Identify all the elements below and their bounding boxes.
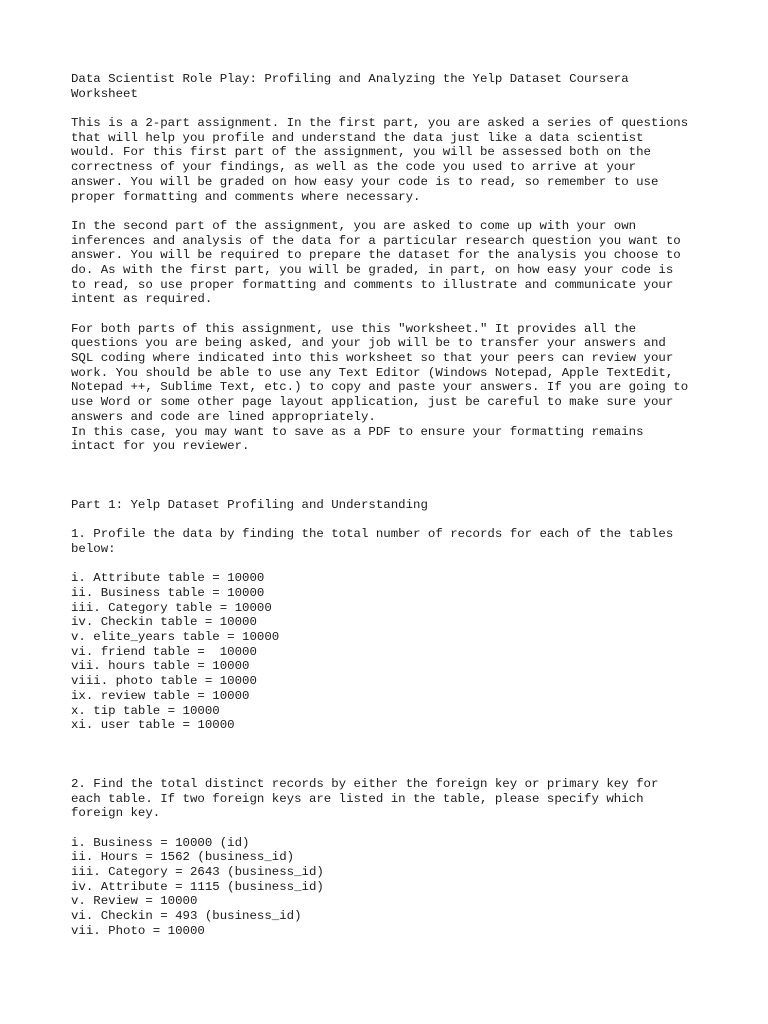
answer-item: i. Attribute table = 10000 xyxy=(71,571,265,586)
paragraph-line: work. You should be able to use any Text Editor (Windows Notepad, Apple TextEdit, xyxy=(71,365,674,380)
part1-heading: Part 1: Yelp Dataset Profiling and Understanding xyxy=(71,497,428,512)
paragraph-line: do. As with the first part, you will be graded, in part, on how easy your code is xyxy=(71,262,674,277)
paragraph-line: proper formatting and comments where necessary. xyxy=(71,189,421,204)
paragraph-line: answer. You will be required to prepare the dataset for the analysis you choose to xyxy=(71,248,681,263)
answer-item: iii. Category table = 10000 xyxy=(71,600,272,615)
answer-item: viii. photo table = 10000 xyxy=(71,674,257,689)
question-2 xyxy=(71,777,711,939)
paragraph-line: This is a 2-part assignment. In the first part, you are asked a series of questions xyxy=(71,116,689,131)
paragraph-line: Notepad ++, Sublime Text, etc.) to copy and paste your answers. If you are going to xyxy=(71,380,689,395)
paragraph-line: correctness of your findings, as well as the code you used to arrive at your xyxy=(71,160,637,175)
answer-item: x. tip table = 10000 xyxy=(71,703,220,718)
document-title xyxy=(71,72,711,101)
answer-item: v. elite_years table = 10000 xyxy=(71,630,280,645)
title-line: Data Scientist Role Play: Profiling and Analyzing the Yelp Dataset Coursera xyxy=(71,72,629,86)
intro-paragraph-1 xyxy=(71,116,711,204)
intro-paragraph-3 xyxy=(71,322,711,454)
answer-item: iv. Attribute = 1115 (business_id) xyxy=(71,879,324,894)
paragraph-line: would. For this first part of the assignment, you will be assessed both on the xyxy=(71,145,651,160)
answer-item: v. Review = 10000 xyxy=(71,894,198,909)
question-prompt-line: 1. Profile the data by finding the total number of records for each of the tables xyxy=(71,527,674,542)
answer-item: vii. Photo = 10000 xyxy=(71,923,205,938)
question-1 xyxy=(71,527,711,733)
question-prompt-line: below: xyxy=(71,541,116,556)
worksheet-page xyxy=(71,72,711,938)
question-prompt-line: foreign key. xyxy=(71,806,161,821)
answer-item: iii. Category = 2643 (business_id) xyxy=(71,865,324,879)
paragraph-line: SQL coding where indicated into this worksheet so that your peers can review your xyxy=(71,351,674,366)
answer-item: ii. Hours = 1562 (business_id) xyxy=(71,850,295,865)
answer-item: vi. Checkin = 493 (business_id) xyxy=(71,909,302,924)
paragraph-line: questions you are being asked, and your job will be to transfer your answers and xyxy=(71,336,666,351)
paragraph-line: answers and code are lined appropriately. xyxy=(71,409,376,424)
answer-item: xi. user table = 10000 xyxy=(71,718,235,733)
answer-item: iv. Checkin table = 10000 xyxy=(71,615,257,630)
paragraph-line: use Word or some other page layout application, just be careful to make sure your xyxy=(71,395,674,410)
intro-paragraph-2 xyxy=(71,219,711,307)
paragraph-line: intact for you reviewer. xyxy=(71,439,250,454)
answer-item: i. Business = 10000 (id) xyxy=(71,835,250,850)
answer-item: ix. review table = 10000 xyxy=(71,688,250,703)
answer-item: vii. hours table = 10000 xyxy=(71,659,250,674)
answer-item: vi. friend table = 10000 xyxy=(71,644,257,659)
paragraph-line: to read, so use proper formatting and comments to illustrate and communicate your xyxy=(71,277,674,292)
paragraph-line: intent as required. xyxy=(71,292,213,307)
paragraph-line: In the second part of the assignment, you are asked to come up with your own xyxy=(71,218,637,233)
answer-item: ii. Business table = 10000 xyxy=(71,586,265,600)
paragraph-line: that will help you profile and understand the data just like a data scientist xyxy=(71,130,644,145)
question-prompt-line: 2. Find the total distinct records by either the foreign key or primary key for xyxy=(71,776,659,791)
question-prompt-line: each table. If two foreign keys are listed in the table, please specify which xyxy=(71,791,644,806)
paragraph-line: inferences and analysis of the data for a particular research question you want to xyxy=(71,233,681,248)
paragraph-line: answer. You will be graded on how easy your code is to read, so remember to use xyxy=(71,174,659,189)
paragraph-line: For both parts of this assignment, use this "worksheet." It provides all the xyxy=(71,321,637,336)
title-line: Worksheet xyxy=(71,86,138,101)
paragraph-line: In this case, you may want to save as a PDF to ensure your formatting remains xyxy=(71,424,644,439)
